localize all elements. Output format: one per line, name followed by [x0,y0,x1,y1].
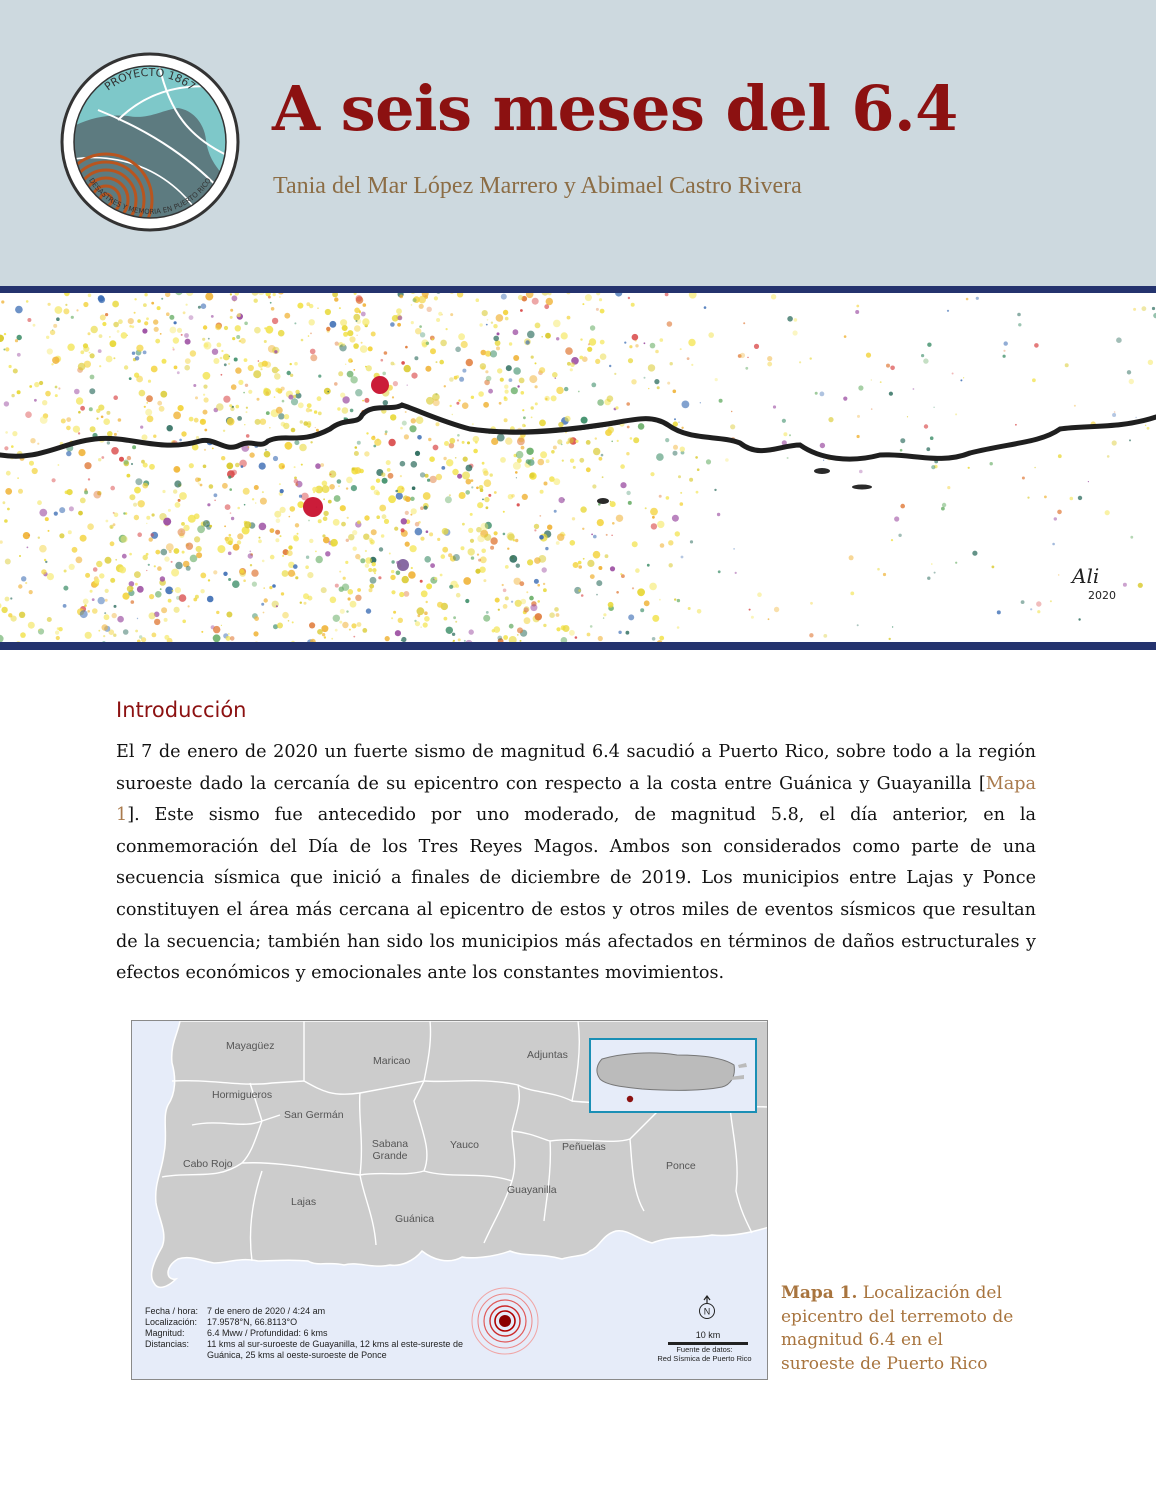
intro-text-before: El 7 de enero de 2020 un fuerte sismo de magnitud 6.4 sacudió a Puerto Rico, sobre todo a la región suroeste dado la cercanía de su epicentro con respecto a la costa entre Guánica y Guayanilla [ [116,742,1036,794]
earthquake-info [145,1306,467,1361]
data-source [642,1345,767,1363]
logo-bottom-text: DESASTRES Y MEMORIA EN PUERTO RICO [87,176,213,217]
label-guanica: Guánica [395,1213,435,1225]
artwork-year: 2020 [1088,589,1116,602]
label-sabana-grande [366,1138,414,1162]
info-label: Magnitud: [145,1328,185,1338]
info-row-distances [145,1339,467,1361]
label-cabo-rojo: Cabo Rojo [183,1158,233,1170]
artwork-canvas [0,293,1156,642]
info-label: Distancias: [145,1339,190,1349]
source-name: Red Sísmica de Puerto Rico [657,1354,752,1363]
info-value: 6.4 Mww / Profundidad: 6 kms [207,1328,328,1338]
intro-paragraph [116,737,1036,990]
seismic-artwork [0,293,1156,642]
scale-label: 10 km [695,1330,721,1340]
label-mayaguez: Mayagüez [226,1040,275,1052]
label-lajas: Lajas [291,1196,317,1208]
label-adjuntas: Adjuntas [527,1049,568,1061]
label-penuelas: Peñuelas [562,1141,606,1153]
artist-signature: Ali [1072,564,1100,588]
intro-text-after: ]. Este sismo fue antecedido por uno moderado, de magnitud 5.8, el día anterior, en la conmemoración del Día de los Tres Reyes Magos. Ambos son considerados como parte de una secuencia sísmica que inició a finales de diciembre de 2019. Los municipios entre Lajas y Ponce constituyen el área más cercana al epicentro de estos y otros miles de eventos sísmicos que resultan de la secuencia; también han sido los municipios más afectados en términos de daños estructurales y efectos económicos y emocionales ante los constantes movimientos. [116,805,1036,984]
top-divider [0,286,1156,293]
bottom-divider [0,642,1156,650]
section-heading: Introducción [116,698,247,722]
north-arrow [700,1296,715,1319]
label-guayanilla: Guayanilla [507,1184,557,1196]
label-ponce: Ponce [666,1160,696,1172]
header-banner [0,0,1156,286]
epicenter-marker [472,1288,538,1354]
info-row-date [145,1306,467,1317]
proyecto-1867-logo [58,50,242,234]
epicenter-map [131,1020,768,1380]
info-label: Fecha / hora: [145,1306,199,1316]
info-row-magnitude [145,1328,467,1339]
caption-label: Mapa 1. [781,1283,858,1303]
caption-text: Localización del epicentro del terremoto de magnitud 6.4 en el suroeste de Puerto Rico [781,1283,1014,1374]
source-label: Fuente de datos: [676,1345,733,1354]
logo-top-text: PROYECTO 1867 [102,65,198,94]
label-hormigueros: Hormigueros [212,1089,273,1101]
label-maricao: Maricao [373,1055,411,1067]
coastline-stroke [0,405,1156,459]
label-sabana-grande-text: Sabana Grande [371,1138,409,1162]
label-san-german: San Germán [284,1109,344,1121]
info-value: 17.9578°N, 66.8113°O [207,1317,298,1327]
north-label: N [703,1306,711,1317]
info-value: 11 kms al sur-suroeste de Guayanilla, 12 kms al este-sureste de Guánica, 25 kms al oeste-suroeste de Ponce [207,1339,463,1360]
authors: Tania del Mar López Marrero y Abimael Castro Rivera [273,173,802,199]
page-title: A seis meses del 6.4 [272,72,958,145]
label-yauco: Yauco [450,1139,479,1151]
info-row-location [145,1317,467,1328]
info-label: Localización: [145,1317,198,1327]
map-caption [781,1282,1021,1376]
info-value: 7 de enero de 2020 / 4:24 am [207,1306,326,1316]
map-reference-link[interactable]: Mapa 1 [116,773,1036,826]
